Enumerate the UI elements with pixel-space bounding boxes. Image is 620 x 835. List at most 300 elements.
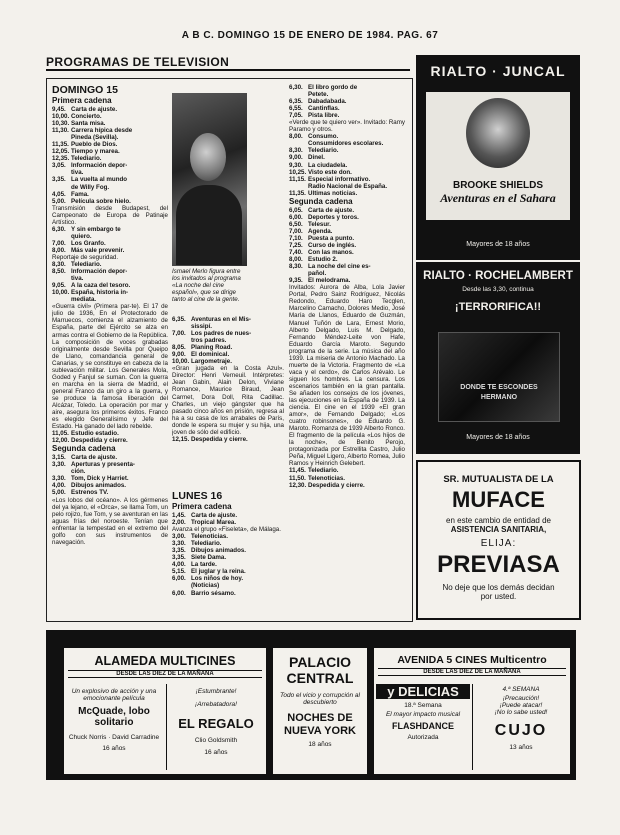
program-title: Pista libre.	[308, 112, 340, 120]
program-time: 7,00.	[172, 330, 186, 338]
schedule-row	[172, 590, 284, 597]
program-time: 3,35.	[52, 176, 66, 184]
schedule-row	[289, 242, 405, 249]
schedule-row	[52, 482, 168, 489]
domingo-column-2	[172, 316, 284, 488]
program-time: 7,25.	[289, 241, 303, 249]
program-note: Transmisión desde Budapest, del Campeonato de Europa de Patinaje Artístico.	[52, 204, 168, 226]
program-time: 10,00.	[52, 289, 70, 297]
age-rating: 13 años	[509, 744, 533, 751]
photo-caption: Ismael Merlo figura entre los invitados al programa «La noche del cine español», que se dirige tanto al cine de la gente.	[172, 268, 241, 303]
program-time: 9,00.	[172, 351, 186, 359]
program-title: Cantinflas.	[308, 105, 340, 113]
schedule-row	[289, 169, 405, 176]
schedule-row	[52, 127, 168, 134]
title-rule	[46, 69, 410, 71]
program-title: ción.	[71, 468, 86, 476]
program-title: tiva.	[71, 275, 84, 283]
schedule-row	[289, 221, 405, 228]
program-title: pañol.	[308, 270, 327, 278]
program-title: Telediario.	[308, 147, 339, 155]
schedule-row	[52, 289, 168, 296]
program-time: 9,05.	[52, 282, 66, 290]
schedule-row	[289, 249, 405, 256]
schedule-row	[52, 454, 168, 461]
film-title: FLASHDANCE	[392, 721, 454, 731]
program-time	[172, 323, 191, 330]
schedule-row	[52, 191, 168, 198]
program-time: 8,00.	[289, 256, 303, 264]
program-time	[52, 296, 71, 303]
program-time: 11,05.	[52, 430, 69, 438]
star-name: BROOKE SHIELDS	[452, 180, 543, 191]
muface-line: ASISTENCIA SANITARIA,	[450, 525, 547, 534]
program-title: Información depor-	[71, 268, 128, 276]
program-time	[52, 233, 71, 240]
schedule-row	[52, 489, 168, 496]
program-title: Últimas noticias.	[308, 189, 358, 197]
insurance-choice: PREVIASA	[437, 551, 560, 578]
program-description: «Los lobos del océano». A los gérmenes del ya lejano, el «Orca», se llama Tom, un pelo rojizo, fue Tom, y se aventuran en las aguas frías del noroeste. Tenían que enfrentar la tempestad en el extremo del golfo con sus instrumentos de navegación.	[52, 496, 168, 546]
age-rating: 16 años	[102, 745, 126, 752]
day-heading: DOMINGO 15	[52, 84, 118, 96]
program-time: 9,35.	[289, 277, 303, 285]
program-title: Siete Dama.	[191, 554, 227, 562]
program-time: 5,00.	[52, 197, 66, 205]
program-title: Consumidores escolares.	[308, 140, 384, 148]
schedule-row	[172, 533, 284, 540]
schedule-row	[172, 540, 284, 547]
program-time	[52, 184, 71, 191]
program-title: España, historia in-	[71, 289, 129, 297]
schedule-row	[289, 91, 405, 98]
program-note: Reportaje de seguridad.	[52, 253, 119, 261]
schedule-row	[172, 561, 284, 568]
schedule-list	[172, 316, 284, 365]
schedule-row	[172, 547, 284, 554]
schedule-row	[52, 198, 168, 205]
schedule-row	[289, 147, 405, 154]
program-title: Tom, Dick y Harriet.	[71, 475, 129, 483]
tagline: ¡Estumbrante!	[195, 688, 237, 695]
cinema-title: RIALTO · ROCHELAMBERT	[423, 270, 573, 282]
schedule-list	[52, 454, 168, 496]
schedule-row	[289, 176, 405, 183]
screen-1	[376, 684, 470, 770]
tagline: Todo el vicio y corrupción al descubierto	[280, 692, 360, 706]
schedule-row	[52, 430, 168, 437]
tagline: ¡No lo sabe usted!	[494, 709, 548, 716]
program-time: 8,30.	[289, 263, 303, 271]
schedule-row	[172, 582, 284, 589]
schedule-list	[52, 261, 168, 303]
schedule-row	[172, 575, 284, 582]
film-description: «Gran jugada en la Costa Azul». Director: Henri Verneuil. Intérpretes: Jean Gabin, Alain Delon, Viviane Romance, Maurice Biraud, Jean Carmet, Dora Doll, Rita Cadillac. Charles, un viejo gángster que ha pasado cinco años en prisión, regresa al ha a su casa de los arrabales de París, donde le espera su mujer y su hija, una joven de sólo del edificio.	[172, 365, 284, 436]
program-description: Invitados: Aurora de Alba, Lola Javier Portal, Pedro Sainz Rodríguez, Nicolás Redondo, Eduardo Haro Tecglen, Marcelino Camacho, Dolores Medio, José María de Llanos, Eduardo de Guzmán, Manuel Tuñón de Lara, Ernest Morio, Alberto Delgado, Luis M. Delgado, Fernando Méndez-Leite von Hafe, Eduardo García Maroto. Segundo programa de la serie. La música del año 1939. La miseria de Antonio Machado. La muerte de la Victoria. Fragmento de «La vaca y el cerdo», de Carlos Arévalo. Le siguen los hombres. La censura. Los escenarios también en la gran pantalla. Se añaden los consejos de los jóvenes, las ejecuciones en la España de 1939. La ciencia. El cine en el 1939 «El gran amor», de Fernando Delgado; «Los cuatro robinsones», de Eduardo G. Maroto. Romanza de 1939 Alberto Ronco. El fragmento de la película «Los hijos de la noche», de Benito Perojo, protagonizada por Estrellita Castro, Julio Peña, Miguel Ligero, Alberto Romea, Julio Ramos y Heinrich Gelebert.	[289, 284, 405, 468]
program-time: 5,00.	[52, 489, 66, 497]
schedule-row	[52, 233, 168, 240]
cinemas-banner	[46, 630, 576, 780]
program-time: 8,05.	[172, 344, 186, 352]
rialto-juncal-ad	[416, 55, 580, 260]
program-title: Curso de inglés.	[308, 241, 357, 249]
program-title: La noche del cine es-	[308, 263, 371, 271]
program-time: 6,05.	[289, 206, 303, 214]
schedule-row	[289, 235, 405, 242]
schedule-row	[52, 169, 168, 176]
schedule-list	[289, 467, 405, 488]
program-time: 8,30.	[52, 261, 66, 269]
muface-ad	[416, 460, 581, 620]
program-title: Despedida y cierre.	[191, 435, 248, 443]
schedule-list	[289, 133, 405, 196]
age-rating: 16 años	[204, 749, 228, 756]
palacio-central-cinema	[272, 647, 368, 775]
schedule-row	[52, 134, 168, 141]
program-title: La vuelta al mundo	[71, 176, 128, 184]
schedule-row	[172, 512, 284, 519]
screen-name: y DELICIAS	[376, 684, 470, 699]
program-title: Los Granfo.	[71, 239, 106, 247]
program-time: 12,05.	[52, 148, 70, 156]
schedule-row	[289, 228, 405, 235]
schedule-row	[52, 261, 168, 268]
program-time	[172, 582, 191, 589]
schedule-row	[52, 247, 168, 254]
schedule-row	[52, 475, 168, 482]
tagline: Un explosivo de acción y una emocionante película	[71, 688, 157, 702]
channel-heading: Segunda cadena	[52, 444, 116, 454]
muface-name: MUFACE	[452, 487, 545, 512]
channel-heading: Primera cadena	[52, 96, 112, 105]
program-title: (Noticias)	[191, 582, 220, 590]
program-title: Telediario.	[308, 467, 339, 475]
schedule-row	[289, 263, 405, 270]
program-time: 12,30.	[289, 481, 307, 489]
program-title: Despedida y cierre.	[308, 481, 365, 489]
program-time: 3,05.	[52, 162, 66, 170]
program-time: 12,35.	[52, 155, 70, 163]
age-rating: Mayores de 18 años	[466, 241, 530, 248]
schedule-row	[52, 437, 168, 444]
program-title: Telesur.	[308, 220, 331, 228]
program-title: Estrenos TV.	[71, 489, 109, 497]
program-title: mediata.	[71, 296, 97, 304]
schedule-row	[289, 256, 405, 263]
program-time: 8,30.	[289, 147, 303, 155]
film-title: CUJO	[494, 722, 548, 739]
program-title: Radio Nacional de España.	[308, 182, 388, 190]
channel-heading: Segunda cadena	[289, 196, 353, 206]
section-title: PROGRAMAS DE TELEVISION	[46, 55, 230, 69]
program-time	[289, 91, 308, 98]
program-time: 6,35.	[172, 316, 186, 323]
program-title: Telenoticias.	[191, 533, 229, 541]
schedule-row	[52, 176, 168, 183]
program-time: 3,30.	[52, 461, 66, 469]
schedule-row	[172, 568, 284, 575]
tagline: ¡Arrebatadora!	[195, 701, 237, 708]
program-time: 11,50.	[289, 474, 306, 482]
schedule-row	[172, 323, 284, 330]
program-title: La ciudadela.	[308, 161, 348, 169]
program-time	[52, 134, 71, 141]
program-time: 3,30.	[172, 540, 186, 548]
schedule-list	[172, 436, 284, 443]
program-time: 11,35.	[289, 189, 306, 197]
lunes-column	[172, 490, 284, 616]
schedule-row	[289, 467, 405, 474]
schedule-row	[289, 162, 405, 169]
program-title: tiva.	[71, 169, 84, 177]
cast: Clio Goldsmith	[194, 737, 238, 744]
film-title: NOCHES DE NUEVA YORK	[284, 712, 356, 737]
muface-line: por usted.	[480, 592, 517, 601]
program-time: 11,15.	[289, 175, 306, 183]
schedule-row	[52, 468, 168, 475]
schedule-row	[289, 105, 405, 112]
muface-line: en este cambio de entidad de	[446, 516, 551, 525]
week: 4.ª SEMANA	[502, 686, 540, 693]
program-time: 4,00.	[52, 482, 66, 490]
actor-photo	[172, 93, 247, 266]
program-title: Visto este don.	[308, 168, 352, 176]
program-title: Carta de ajuste.	[191, 512, 238, 519]
schedule-row	[289, 133, 405, 140]
program-title: Telediario.	[71, 155, 102, 163]
program-note: Avanza el grupo «Fiseleta», de Málaga.	[172, 526, 281, 534]
program-title: Dibujos animados.	[71, 482, 127, 490]
program-time: 10,25.	[289, 168, 307, 176]
schedule-row	[172, 337, 284, 344]
program-time: 5,15.	[172, 568, 186, 576]
schedule-list	[52, 106, 168, 205]
program-time: 2,00.	[172, 519, 186, 527]
screen-1	[66, 684, 162, 770]
poster-illustration	[466, 98, 530, 168]
schedule-row	[289, 277, 405, 284]
program-time: 8,00.	[289, 133, 303, 141]
schedule-row	[52, 275, 168, 282]
film-title: McQuade, lobo solitario	[78, 706, 150, 728]
program-time: 12,00.	[52, 437, 70, 445]
program-title: Telediario.	[71, 261, 102, 269]
program-title: Consumo.	[308, 133, 339, 141]
program-time	[289, 140, 308, 147]
program-time: 10,00.	[172, 358, 190, 366]
channel-heading: Primera cadena	[172, 502, 232, 511]
program-time: 4,00.	[172, 561, 186, 569]
cinema-hours: DESDE LAS DIEZ DE LA MAÑANA	[378, 668, 566, 676]
program-title: sissipí.	[191, 323, 212, 331]
program-title: Carrera hípica desde	[71, 127, 133, 135]
age-rating: 18 años	[308, 741, 332, 748]
schedule-row	[172, 351, 284, 358]
schedule-row	[289, 183, 405, 190]
schedule-row	[52, 162, 168, 169]
program-title: Y sin embargo te	[71, 225, 121, 233]
program-title: tros padres.	[191, 337, 227, 345]
program-title: A la caza del tesoro.	[71, 282, 131, 290]
program-time: 9,30.	[289, 161, 303, 169]
schedule-row	[172, 344, 284, 351]
program-title: Más vale prevenir.	[71, 246, 125, 254]
program-title: Planing Road.	[191, 344, 233, 352]
program-time	[172, 337, 191, 344]
schedule-row	[289, 475, 405, 482]
schedule-row	[172, 358, 284, 365]
schedule-row	[52, 296, 168, 303]
schedule-row	[289, 84, 405, 91]
movie-poster	[438, 332, 560, 422]
program-title: Carta de ajuste.	[71, 454, 118, 462]
schedule-row	[52, 148, 168, 155]
program-title: Película sobre hielo.	[71, 197, 131, 205]
program-time: 7,05.	[289, 112, 303, 120]
program-time	[52, 275, 71, 282]
program-time: 11,35.	[52, 141, 69, 149]
schedule-row	[52, 106, 168, 113]
schedule-row	[52, 282, 168, 289]
schedule-row	[289, 207, 405, 214]
schedule-list	[289, 207, 405, 285]
week: 18.ª Semana	[404, 702, 442, 709]
page-header: A B C. DOMINGO 15 DE ENERO DE 1984. PAG. 67	[181, 30, 439, 41]
schedule-row	[52, 184, 168, 191]
program-time: 4,05.	[52, 190, 66, 198]
screen-2	[472, 684, 569, 770]
age-rating: Mayores de 18 años	[466, 434, 530, 441]
program-title: El juglar y la reina.	[191, 568, 246, 576]
schedule-row	[52, 268, 168, 275]
program-title: Fama.	[71, 190, 89, 198]
program-title: Información depor-	[71, 162, 128, 170]
program-time: 11,45.	[289, 467, 306, 475]
program-title: Estudio estadio.	[71, 430, 119, 438]
program-title: Carta de ajuste.	[71, 106, 118, 113]
schedule-row	[52, 240, 168, 247]
program-time: 3,15.	[52, 454, 66, 462]
screen-2	[166, 684, 265, 770]
cast: Chuck Norris · David Carradine	[68, 734, 160, 741]
schedule-row	[172, 554, 284, 561]
schedule-row	[289, 214, 405, 221]
program-title: Santa misa.	[71, 120, 106, 128]
program-title: La tarde.	[191, 561, 217, 569]
domingo-column	[52, 84, 168, 616]
program-time: 3,00.	[172, 533, 186, 541]
tagline: ¡Precaución!	[502, 695, 540, 702]
program-time: 3,30.	[52, 475, 66, 483]
show-time: Desde las 3,30, continua	[462, 286, 534, 293]
avenida-cinema	[373, 647, 571, 775]
program-time: 6,00.	[172, 575, 186, 583]
program-description: «Guerra civil» (Primera par-te). El 17 de julio de 1936, En el Protectorado de Marruecos, comienza el alzamiento de España, parte del Ejército se alza en armas contra el Gobierno de la República. La composición de voces grabadas originalmente desde Sevilla por Queipo de Llano, comandancia general de Canarias, y se constituye en cabeza de la sublevación militar. Los Generales Mola, Goded y Fanjul se suman. Con la guerra en marcha en la sierra de Madrid, el general Franco da un giro a la guerra, y se produce la famosa liberación del Alcázar, Toledo. La operación por mar y aire, asegura los primeros éxitos. Franco es elegido Generalísimo y Jefe del Estado. Ha ganado del lado rebelde.	[52, 303, 168, 431]
program-title: Petete.	[308, 91, 329, 99]
schedule-list	[52, 226, 168, 254]
cinema-hours: DESDE LAS DIEZ DE LA MAÑANA	[68, 670, 262, 678]
program-time: 6,55.	[289, 105, 303, 113]
schedule-row	[52, 461, 168, 468]
film-title: EL REGALO	[178, 716, 254, 731]
rochelambert-ad	[416, 262, 580, 454]
schedule-row	[289, 482, 405, 489]
schedule-list	[289, 84, 405, 119]
program-title: Tiempo y marea.	[71, 148, 120, 156]
film-title: Aventuras en el Sahara	[440, 191, 556, 205]
program-title: El libro gordo de	[308, 84, 358, 91]
program-time: 7,10.	[289, 234, 303, 242]
program-title: Los padres de nues-	[191, 330, 252, 338]
schedule-row	[289, 98, 405, 105]
program-title: Concierto.	[71, 113, 102, 121]
cinema-title: AVENIDA 5 CINES Multicentro	[397, 654, 547, 666]
program-note: «Verde que te quiero ver». Invitado: Ramy Paramo y otros.	[289, 119, 405, 134]
program-time	[52, 468, 71, 475]
schedule-row	[52, 113, 168, 120]
program-title: Telenoticias.	[308, 474, 346, 482]
program-title: El melodrama.	[308, 277, 351, 285]
program-time: 3,35.	[172, 554, 186, 562]
schedule-row	[289, 270, 405, 277]
poster-text: DONDE TE ESCONDES HERMANO	[460, 384, 538, 401]
schedule-row	[52, 226, 168, 233]
schedule-list	[172, 512, 284, 526]
program-time: 6,00.	[172, 589, 186, 597]
program-time: 8,50.	[52, 268, 66, 276]
schedule-row	[172, 519, 284, 526]
program-title: de Willy Fog.	[71, 183, 110, 191]
program-title: quiero.	[71, 232, 92, 240]
program-title: Dabadabada.	[308, 98, 347, 106]
program-time: 6,50.	[289, 220, 303, 228]
schedule-row	[52, 141, 168, 148]
film-tagline: ¡TERRORIFICA!!	[454, 301, 542, 313]
schedule-row	[289, 190, 405, 197]
tagline: ¡Puede atacar!	[499, 702, 543, 709]
program-title: Agenda.	[308, 227, 333, 235]
muface-line: No deje que los demás decidan	[442, 583, 555, 592]
program-time: 7,40.	[289, 249, 303, 257]
alameda-cinema	[63, 647, 267, 775]
program-time: 6,30.	[52, 225, 66, 233]
day-heading: LUNES 16	[172, 490, 223, 502]
age-rating: Autorizada	[407, 734, 439, 741]
schedule-row	[172, 330, 284, 337]
program-time	[52, 169, 71, 176]
cinema-title: ALAMEDA MULTICINES	[94, 654, 236, 668]
program-title: Especial informativo.	[308, 175, 371, 183]
program-time: 7,00.	[289, 227, 303, 235]
tagline: El mayor impacto musical	[385, 711, 461, 718]
schedule-row	[172, 316, 284, 323]
program-title: Estudio 2.	[308, 256, 338, 264]
program-title: Despedida y cierre.	[71, 437, 128, 445]
program-title: Dibujos animados.	[191, 547, 247, 555]
cinema-title: RIALTO · JUNCAL	[430, 63, 566, 79]
program-time: 12,15.	[172, 435, 190, 443]
program-title: El dominical.	[191, 351, 230, 359]
program-time: 7,00.	[52, 239, 66, 247]
program-title: Puesta a punto.	[308, 234, 355, 242]
lunes-column-2	[289, 84, 405, 616]
program-title: Telediario.	[191, 540, 222, 548]
program-title: Deportes y toros.	[308, 213, 359, 221]
program-time: 6,35.	[289, 98, 303, 106]
cinema-title: PALACIO CENTRAL	[286, 654, 354, 686]
program-title: Pueblo de Dios.	[71, 141, 118, 149]
program-time: 6,00.	[289, 213, 303, 221]
